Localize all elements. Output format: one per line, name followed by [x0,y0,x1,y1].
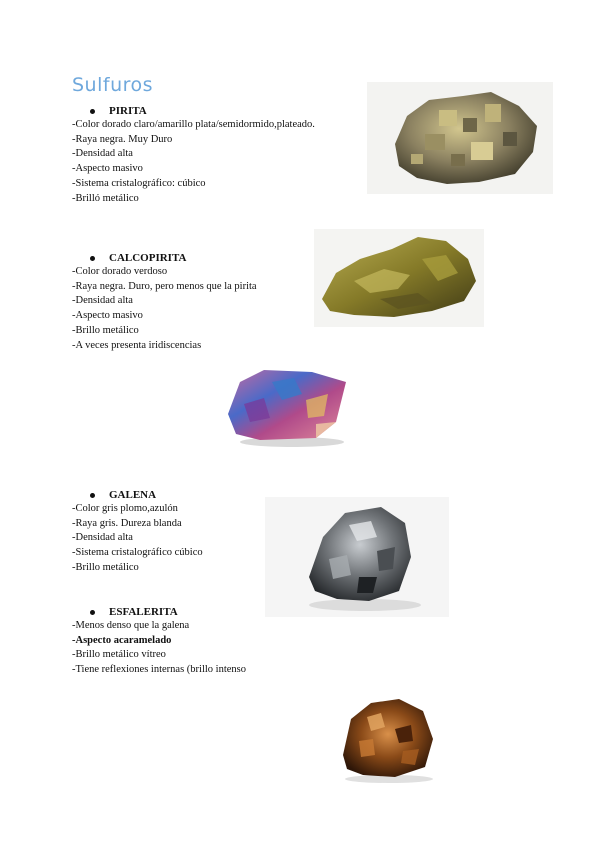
property-line: -Aspecto masivo [72,163,143,175]
property-line: -Brillo metálico [72,561,139,573]
section-calcopirita [72,251,257,353]
section-esfalerita [72,605,246,678]
bullet-icon [90,493,95,498]
property-line: -Raya gris. Dureza blanda [72,517,182,529]
property-line: -Densidad alta [72,532,133,544]
mineral-name: GALENA [109,489,157,501]
property-line: -Aspecto masivo [72,310,143,322]
bullet-icon [90,109,95,114]
property-line: -Aspecto acaramelado [72,634,172,646]
property-line: -Color dorado claro/amarillo plata/semidormido,plateado. [72,119,315,130]
section-pirita [72,104,315,206]
property-line: -A veces presenta iridiscencias [72,339,202,351]
property-line: -Menos denso que la galena [72,620,190,631]
page-title: Sulfuros [72,74,154,96]
section-galena [72,488,203,576]
property-line: -Color gris plomo,azulón [72,503,178,514]
pyrite-image [367,82,553,194]
property-line: -Densidad alta [72,295,133,307]
sphalerite-image [333,689,441,785]
property-line: -Densidad alta [72,148,133,160]
property-line: -Raya negra. Muy Duro [72,133,173,145]
property-line: -Raya negra. Duro, pero menos que la pirita [72,280,257,292]
mineral-name: ESFALERITA [109,606,178,618]
property-line: -Sistema cristalográfico cúbico [72,547,203,559]
bullet-icon [90,610,95,615]
property-line: -Color dorado verdoso [72,266,168,277]
section-heading [90,605,246,619]
chalcopyrite-image [314,229,484,327]
property-line: -Brillo metálico [72,324,139,336]
property-line: -Brillo metálico vítreo [72,649,166,661]
mineral-name: PIRITA [109,105,147,117]
mineral-name: CALCOPIRITA [109,252,187,264]
section-heading [90,251,257,265]
property-line: -Sistema cristalográfico: cúbico [72,177,206,189]
property-line: -Brilló metálico [72,192,139,204]
section-heading [90,104,315,118]
section-heading [90,488,203,502]
iridescent-chalcopyrite-image [220,364,354,450]
bullet-icon [90,256,95,261]
galena-image [265,497,449,617]
property-line: -Tiene reflexiones internas (brillo intenso [72,664,246,676]
